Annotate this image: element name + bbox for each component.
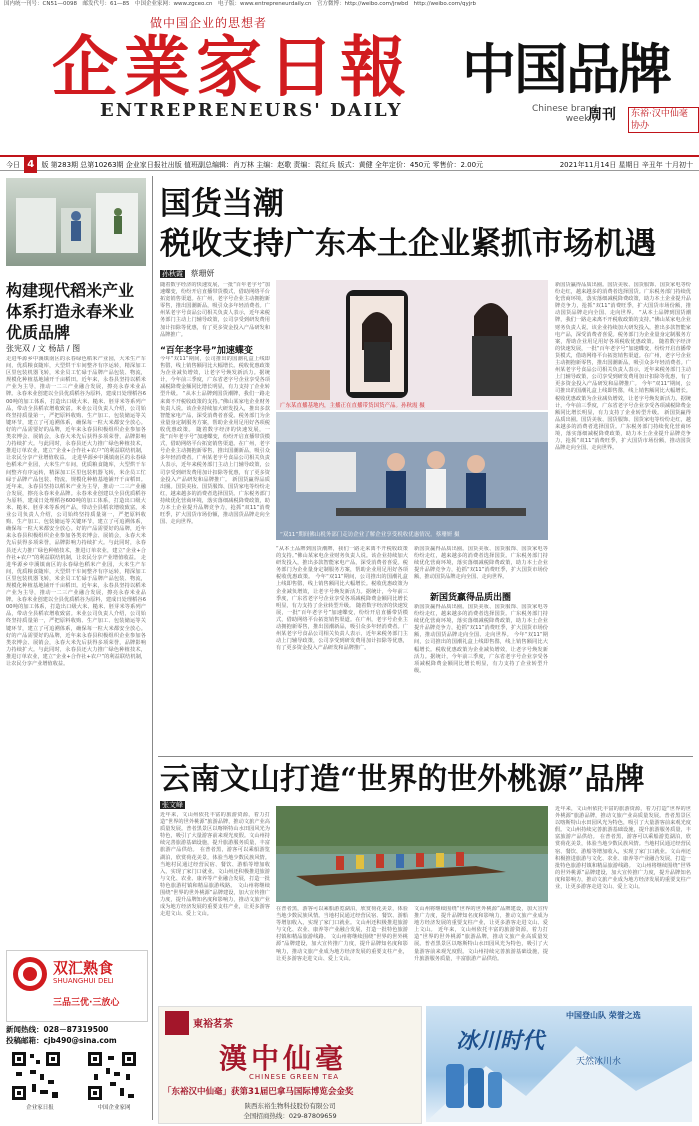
second-byline-tag: 张文峰 xyxy=(162,801,183,809)
second-body-col2-p2: 文山州将继续围绕“世界的世外桃源”品牌建设，加大宣传推广力度，提升品牌知名度和影响力，推动文旅产业成为地方经济发展的重要支柱产业，让更多游客走进文山、爱上文山。 xyxy=(276,934,408,962)
second-body-col1-p2: 在普者黑，游客可以乘船游览湖泊，欣赏荷花美景，体验当地少数民族风情。当地村民通过经营民宿、餐饮、游船等增加收入，实现了家门口就业。文山州还积极推进旅游与文化、农业、康养等产业融合发展，打造一批特色旅游村镇和精品旅游线路。 xyxy=(160,847,270,889)
lead-headline-line1: 国货当潮 xyxy=(160,186,284,222)
second-body-col3-p2: 近年来，文山州依托丰富的旅游资源，着力打造“世界的世外桃源”旅游品牌，推动文旅产业高质量发展。普者黑景区以喀斯特山水田园风光为特色，吸引了大量游客前来观光度假。文山州持续完善旅游基础设施，提升旅游服务质量，丰富旅游产品供给。 xyxy=(414,927,548,962)
news-hotline: 新闻热线：028－87319500 xyxy=(6,1025,109,1034)
lead-body-col1-p3: 随着数字经济的快速发展，一批“百年老字号”加速蝶变，纷纷开启直播带货模式，借助网络平台拓宽销售渠道。在广州，老字号企业主动拥抱新零售，推出国潮新品，吸引众多年轻消费者。广州某老字号食品公司相关负责人表示，近年来税务部门主动上门辅导政策，公司享受到研发费用加计扣除等优惠，有了更多资金投入产品研发和品牌推广。 xyxy=(160,426,270,483)
masthead-title: 企業家日報 xyxy=(52,28,412,106)
second-body-col3 xyxy=(414,906,548,1000)
lead-body-col3-top: 新国货赢得品质出圈。国货美妆、国货服饰、国货家电等纷纷走红，越来越多的消费者选择国货。广东税务部门持续优化营商环境，落实落细减税降费政策，助力本土企业提升品牌竞争力，抢抓“双11”消费旺季，扩大国货市场份额，推动国货品牌走向全国、走向世界。 xyxy=(414,546,548,581)
second-body-col1 xyxy=(160,812,270,1000)
livestream-photo xyxy=(276,280,548,410)
lead-body-col2-p2: 今年“双11”期间，公司推出的国潮礼盒上线即售罄，线上销售额同比大幅增长。税收优惠政策为企业减负增效，让老字号焕发新活力。据统计，今年前三季度，广东省老字号企业享受各项减税降费金额同比增长明显，有力支持了企业转型升级。 xyxy=(276,574,408,609)
lead-subhead-1: “百年老字号”加速蝶变 xyxy=(160,346,253,356)
qr-code-graphic-2 xyxy=(86,1050,138,1102)
tea-english: CHINESE GREEN TEA xyxy=(249,1073,340,1081)
lead-body-col4-p5: 新国货赢得品质出圈。国货美妆、国货服饰、国货家电等纷纷走红，越来越多的消费者选择国货。广东税务部门持续优化营商环境，落实落细减税降费政策，助力本土企业提升品牌竞争力，抢抓“双11”消费旺季，扩大国货市场份额，推动国货品牌走向全国、走向世界。 xyxy=(555,409,691,452)
story-divider xyxy=(158,756,693,757)
brand-sponsor-tag: 东裕·汉中仙毫协办 xyxy=(628,107,699,133)
tea-phone: 全国招商热线：029-87809659 xyxy=(243,1112,337,1120)
lead-body-col2-p1: “从本土品牌到国货潮牌，我们一路走来离不开税收政策的支持。”佛山某家电企业财务负责人说。该企业持续加大研发投入，推出多款智能家电产品，深受消费者喜爱。税务部门为企业量身定制服务方案，帮助企业用足用好各项税收优惠政策。 xyxy=(276,546,408,581)
tax-visit-photo xyxy=(276,412,548,540)
contact-block xyxy=(6,1024,146,1046)
shuanghui-brand-en: SHUANGHUI DELI xyxy=(53,977,114,985)
lead-body-col1-p2: “从本土品牌到国货潮牌，我们一路走来离不开税收政策的支持。”佛山某家电企业财务负责人说。该企业持续加大研发投入，推出多款智能家电产品，深受消费者喜爱。税务部门为企业量身定制服务方案，帮助企业用足用好各项税收优惠政策。 xyxy=(160,391,270,433)
factory-photo-illustration xyxy=(6,178,146,266)
lead-body-col4-p3: 随着数字经济的快速发展，一批“百年老字号”加速蝶变，纷纷开启直播带货模式，借助网络平台拓宽销售渠道。在广州，老字号企业主动拥抱新零售，推出国潮新品，吸引众多年轻消费者。广州某老字号食品公司相关负责人表示，近年来税务部门主动上门辅导政策，公司享受到研发费用加计扣除等优惠，有了更多资金投入产品研发和品牌推广。 xyxy=(555,338,691,388)
lead-byline-names: 蔡珊妍 xyxy=(190,269,215,278)
masthead-slogan: 做中国企业的思想者 xyxy=(150,16,268,30)
sidebar-byline: 张宪双 / 文 杨喆 / 图 xyxy=(6,344,81,353)
second-byline xyxy=(160,800,188,810)
lake-boat-illustration xyxy=(276,806,548,902)
lead-body-col2-p3: 随着数字经济的快速发展，一批“百年老字号”加速蝶变，纷纷开启直播带货模式，借助网络平台拓宽销售渠道。在广州，老字号企业主动拥抱新零售，推出国潮新品，吸引众多年轻消费者。广州某老字号食品公司相关负责人表示，近年来税务部门主动上门辅导政策，公司享受到研发费用加计扣除等优惠，有了更多资金投入产品研发和品牌推广。 xyxy=(276,602,408,652)
today-label: 今日 xyxy=(6,161,20,169)
second-body-col4 xyxy=(555,806,691,1000)
lead-body-col3-p1: 新国货赢得品质出圈。国货美妆、国货服饰、国货家电等纷纷走红，越来越多的消费者选择国货。广东税务部门持续优化营商环境，落实落细减税降费政策，助力本土企业提升品牌竞争力，抢抓“双11”消费旺季，扩大国货市场份额，推动国货品牌走向全国、走向世界。 xyxy=(414,604,548,639)
lead-subhead-2: 新国货赢得品质出圈 xyxy=(430,593,512,603)
lead-body-col1-p4: 新国货赢得品质出圈。国货美妆、国货服饰、国货家电等纷纷走红，越来越多的消费者选择国货。广东税务部门持续优化营商环境，落实落细减税降费政策，助力本土企业提升品牌竞争力，抢抓“双11”消费旺季，扩大国货市场份额，推动国货品牌走向全国、走向世界。 xyxy=(160,476,270,526)
lead-body-col2 xyxy=(276,546,408,752)
sidebar-photo xyxy=(6,178,146,266)
shuanghui-ad xyxy=(6,950,148,1022)
second-headline: 云南文山打造“世界的世外桃源”品牌 xyxy=(160,762,645,797)
glacier-endorsement: 中国登山队 荣誉之选 xyxy=(566,1011,641,1020)
lead-body-col1 xyxy=(160,356,270,748)
second-body-col1-p1: 近年来，文山州依托丰富的旅游资源，着力打造“世界的世外桃源”旅游品牌，推动文旅产业高质量发展。普者黑景区以喀斯特山水田园风光为特色，吸引了大量游客前来观光度假。文山州持续完善旅游基础设施，提升旅游服务质量，丰富旅游产品供给。 xyxy=(160,812,270,854)
issue-details: 版 第283期 总第10263期 企业家日报社出版 值班副总编辑：肖万林 主编：赵歌 责编：袁红兵 版式：黄健 全年定价：450元 零售价：2.00元 xyxy=(41,161,484,169)
lead-body-col3 xyxy=(414,604,548,752)
second-body-col4-p2: 在普者黑，游客可以乘船游览湖泊，欣赏荷花美景，体验当地少数民族风情。当地村民通过经营民宿、餐饮、游船等增加收入，实现了家门口就业。文山州还积极推进旅游与文化、农业、康养等产业融合发展，打造一批特色旅游村镇和精品旅游线路。 xyxy=(555,834,691,869)
lead-body-col1-p1: 今年“双11”期间，公司推出的国潮礼盒上线即售罄，线上销售额同比大幅增长。税收优惠政策为企业减负增效，让老字号焕发新活力。据统计，今年前三季度，广东省老字号企业享受各项减税降费金额同比增长明显，有力支持了企业转型升级。 xyxy=(160,356,270,398)
sidebar-body-p2: 走进华源乡中溪镇南区的永春绿色稻米产业园，大米生产车间，优质粮食随库，大型烘干车间整齐有序运转，精深加工区里包装机器飞转，米企员工忙碌于品牌产品包装、物流，规模化种植基地铺开千亩稻田。近年来，永春县坚持以稻米产业为主导，推动一二三产业融合发展，擦亮永春米业品牌。永春米业创建以全县优质稻谷为原料，建成日处理稻谷600吨的加工体系，打造出口级大米、糙米、胚芽米等系列产品，带动全县稻农增收致富。米业公司负责人介绍，公司始终坚持质量第一，严把原料收购、生产加工、包装储运等关键环节，建立了可追溯体系，确保每一粒大米都安全放心。好的产品需要好的品牌，近年来永春县积极组织企业参加各类农博会、展销会，永春大米先后获得多项荣誉，品牌影响力持续扩大。与此同时，永春县还大力推广绿色种植技术，推进订单农业，建立“企业+合作社+农户”的利益联结机制，让农民分享产业增值收益。 xyxy=(6,455,146,561)
tea-award: 「东裕汉中仙毫」获第31届巴拿马国际博览会金奖 xyxy=(163,1087,354,1097)
glacier-title: 冰川时代 xyxy=(456,1029,545,1054)
page-number-badge: 4 xyxy=(24,157,37,173)
lead-body-col4-p2: “从本土品牌到国货潮牌，我们一路走来离不开税收政策的支持。”佛山某家电企业财务负责人说。该企业持续加大研发投入，推出多款智能家电产品，深受消费者喜爱。税务部门为企业量身定制服务方案，帮助企业用足用好各项税收优惠政策。 xyxy=(555,310,691,345)
photo1-caption: 广东某直播基地内，主播正在直播带货国货产品。孙秋霞 摄 xyxy=(280,403,425,409)
qr-code-right-icon xyxy=(86,1050,138,1102)
sidebar-headline: 构建现代稻米产业体系打造永春米业优质品牌 xyxy=(6,281,135,342)
submission-email: 投稿邮箱：cjb490@sina.com xyxy=(6,1036,117,1045)
tea-company: 陕西东裕生物科技股份有限公司 xyxy=(244,1102,336,1110)
sidebar-body-p3: 走进华源乡中溪镇南区的永春绿色稻米产业园，大米生产车间，优质粮食随库，大型烘干车间整齐有序运转，精深加工区里包装机器飞转，米企员工忙碌于品牌产品包装、物流，规模化种植基地铺开千亩稻田。近年来，永春县坚持以稻米产业为主导，推动一二三产业融合发展，擦亮永春米业品牌。永春米业创建以全县优质稻谷为原料，建成日处理稻谷600吨的加工体系，打造出口级大米、糙米、胚芽米等系列产品，带动全县稻农增收致富。米业公司负责人介绍，公司始终坚持质量第一，严把原料收购、生产加工、包装储运等关键环节，建立了可追溯体系，确保每一粒大米都安全放心。好的产品需要好的品牌，近年来永春县积极组织企业参加各类农博会、展销会，永春大米先后获得多项荣誉，品牌影响力持续扩大。与此同时，永春县还大力推广绿色种植技术，推进订单农业，建立“企业+合作社+农户”的利益联结机制，让农民分享产业增值收益。 xyxy=(6,554,146,668)
lead-body-col4-p1: 新国货赢得品质出圈。国货美妆、国货服饰、国货家电等纷纷走红，越来越多的消费者选择国货。广东税务部门持续优化营商环境，落实落细减税降费政策，助力本土企业提升品牌竞争力，抢抓“双11”消费旺季，扩大国货市场份额，推动国货品牌走向全国、走向世界。 xyxy=(555,282,691,317)
lead-body-col4-p4: 今年“双11”期间，公司推出的国潮礼盒上线即售罄，线上销售额同比大幅增长。税收优惠政策为企业减负增效，让老字号焕发新活力。据统计，今年前三季度，广东省老字号企业享受各项减税降费金额同比增长明显，有力支持了企业转型升级。 xyxy=(555,381,691,416)
brand-weekly-title: 中国品牌 xyxy=(462,38,670,101)
lead-byline-tag: 孙秋霞 xyxy=(162,270,183,278)
livestream-illustration xyxy=(276,280,548,410)
tea-brand: 東裕茗茶 xyxy=(193,1019,233,1030)
brand-weekly-label: 周刊 xyxy=(588,107,616,123)
second-body-col2-p1: 在普者黑，游客可以乘船游览湖泊，欣赏荷花美景，体验当地少数民族风情。当地村民通过经营民宿、餐饮、游船等增加收入，实现了家门口就业。文山州还积极推进旅游与文化、农业、康养等产业融合发展，打造一批特色旅游村镇和精品旅游线路。 xyxy=(276,906,408,941)
second-body-col1-p3: 文山州将继续围绕“世界的世外桃源”品牌建设，加大宣传推广力度，提升品牌知名度和影响力，推动文旅产业成为地方经济发展的重要支柱产业，让更多游客走进文山、爱上文山。 xyxy=(160,882,270,918)
shuanghui-logo-icon xyxy=(13,957,47,991)
masthead-english: ENTREPRENEURS' DAILY xyxy=(100,100,403,121)
second-body-col4-p1: 近年来，文山州依托丰富的旅游资源，着力打造“世界的世外桃源”旅游品牌，推动文旅产业高质量发展。普者黑景区以喀斯特山水田园风光为特色，吸引了大量游客前来观光度假。文山州持续完善旅游基础设施，提升旅游服务质量，丰富旅游产品供给。 xyxy=(555,806,691,841)
sidebar-divider xyxy=(152,176,153,1120)
qr-code-graphic xyxy=(10,1050,62,1102)
brand-english-line2: weekly xyxy=(565,114,598,124)
lead-body-col1-top: 随着数字经济的快速发展，一批“百年老字号”加速蝶变，纷纷开启直播带货模式，借助网络平台拓宽销售渠道。在广州，老字号企业主动拥抱新零售，推出国潮新品，吸引众多年轻消费者。广州某老字号食品公司相关负责人表示，近年来税务部门主动上门辅导政策，公司享受到研发费用加计扣除等优惠，有了更多资金投入产品研发和品牌推广。 xyxy=(160,282,270,338)
issue-info-bar xyxy=(0,155,699,171)
tea-logo-icon xyxy=(165,1011,189,1035)
second-body-col4-p3: 文山州将继续围绕“世界的世外桃源”品牌建设，加大宣传推广力度，提升品牌知名度和影响力，推动文旅产业成为地方经济发展的重要支柱产业，让更多游客走进文山、爱上文山。 xyxy=(555,862,691,891)
tea-ad xyxy=(158,1006,422,1124)
boat-photo xyxy=(276,806,548,902)
lead-body-col3-p2: 今年“双11”期间，公司推出的国潮礼盒上线即售罄，线上销售额同比大幅增长。税收优惠政策为企业减负增效，让老字号焕发新活力。据统计，今年前三季度，广东省老字号企业享受各项减税降费金额同比增长明显，有力支持了企业转型升级。 xyxy=(414,632,548,674)
photo2-caption: “双11”期间佛山税务部门走访企业了解企业享受税收优惠情况。蔡珊妍 摄 xyxy=(280,532,460,538)
sidebar-body-p1: 走进华源乡中溪镇南区的永春绿色稻米产业园，大米生产车间，优质粮食随库，大型烘干车间整齐有序运转，精深加工区里包装机器飞转，米企员工忙碌于品牌产品包装、物流，规模化种植基地铺开千亩稻田。近年来，永春县坚持以稻米产业为主导，推动一二三产业融合发展，擦亮永春米业品牌。永春米业创建以全县优质稻谷为原料，建成日处理稻谷600吨的加工体系，打造出口级大米、糙米、胚芽米等系列产品，带动全县稻农增收致富。米业公司负责人介绍，公司始终坚持质量第一，严把原料收购、生产加工、包装储运等关键环节，建立了可追溯体系，确保每一粒大米都安全放心。好的产品需要好的品牌，近年来永春县积极组织企业参加各类农博会、展销会，永春大米先后获得多项荣誉，品牌影响力持续扩大。与此同时，永春县还大力推广绿色种植技术，推进订单农业，建立“企业+合作社+农户”的利益联结机制，让农民分享产业增值收益。 xyxy=(6,356,146,462)
lead-headline-line2: 税收支持广东本土企业紧抓市场机遇 xyxy=(160,226,656,262)
second-body-col2 xyxy=(276,906,408,1000)
tea-product-title: 漢中仙毫 xyxy=(219,1042,348,1075)
qr-right-caption: 中国企业家网 xyxy=(97,1105,131,1111)
lead-body-col4 xyxy=(555,282,691,752)
sidebar-body-text xyxy=(6,356,146,944)
glacier-subtitle: 天然冰川水 xyxy=(576,1057,622,1067)
qr-left-caption: 企业家日报 xyxy=(26,1105,54,1111)
shuanghui-slogan: 三品三优·三放心 xyxy=(53,998,120,1008)
tax-visit-illustration xyxy=(276,412,548,540)
glacier-water-ad xyxy=(426,1006,692,1122)
top-publication-info: 国内统一刊号：CN51—0098 邮发代号：61—85 中国企业家网：www.zgceo.cn 电子版：www.entrepreneurdaily.cn 官方微博：http://weibo.com/jrwbd http://weibo.com/qyjrb xyxy=(4,1,477,7)
qr-code-left-icon xyxy=(10,1050,62,1102)
lead-byline xyxy=(160,268,215,279)
shuanghui-brand: 双汇熟食 xyxy=(53,959,114,977)
brand-english-line1: Chinese brand xyxy=(532,104,598,114)
issue-date: 2021年11月14日 星期日 辛丑年 十月初十 xyxy=(559,161,693,169)
second-body-col3-p1: 文山州将继续围绕“世界的世外桃源”品牌建设，加大宣传推广力度，提升品牌知名度和影响力，推动文旅产业成为地方经济发展的重要支柱产业，让更多游客走进文山、爱上文山。 xyxy=(414,906,548,934)
